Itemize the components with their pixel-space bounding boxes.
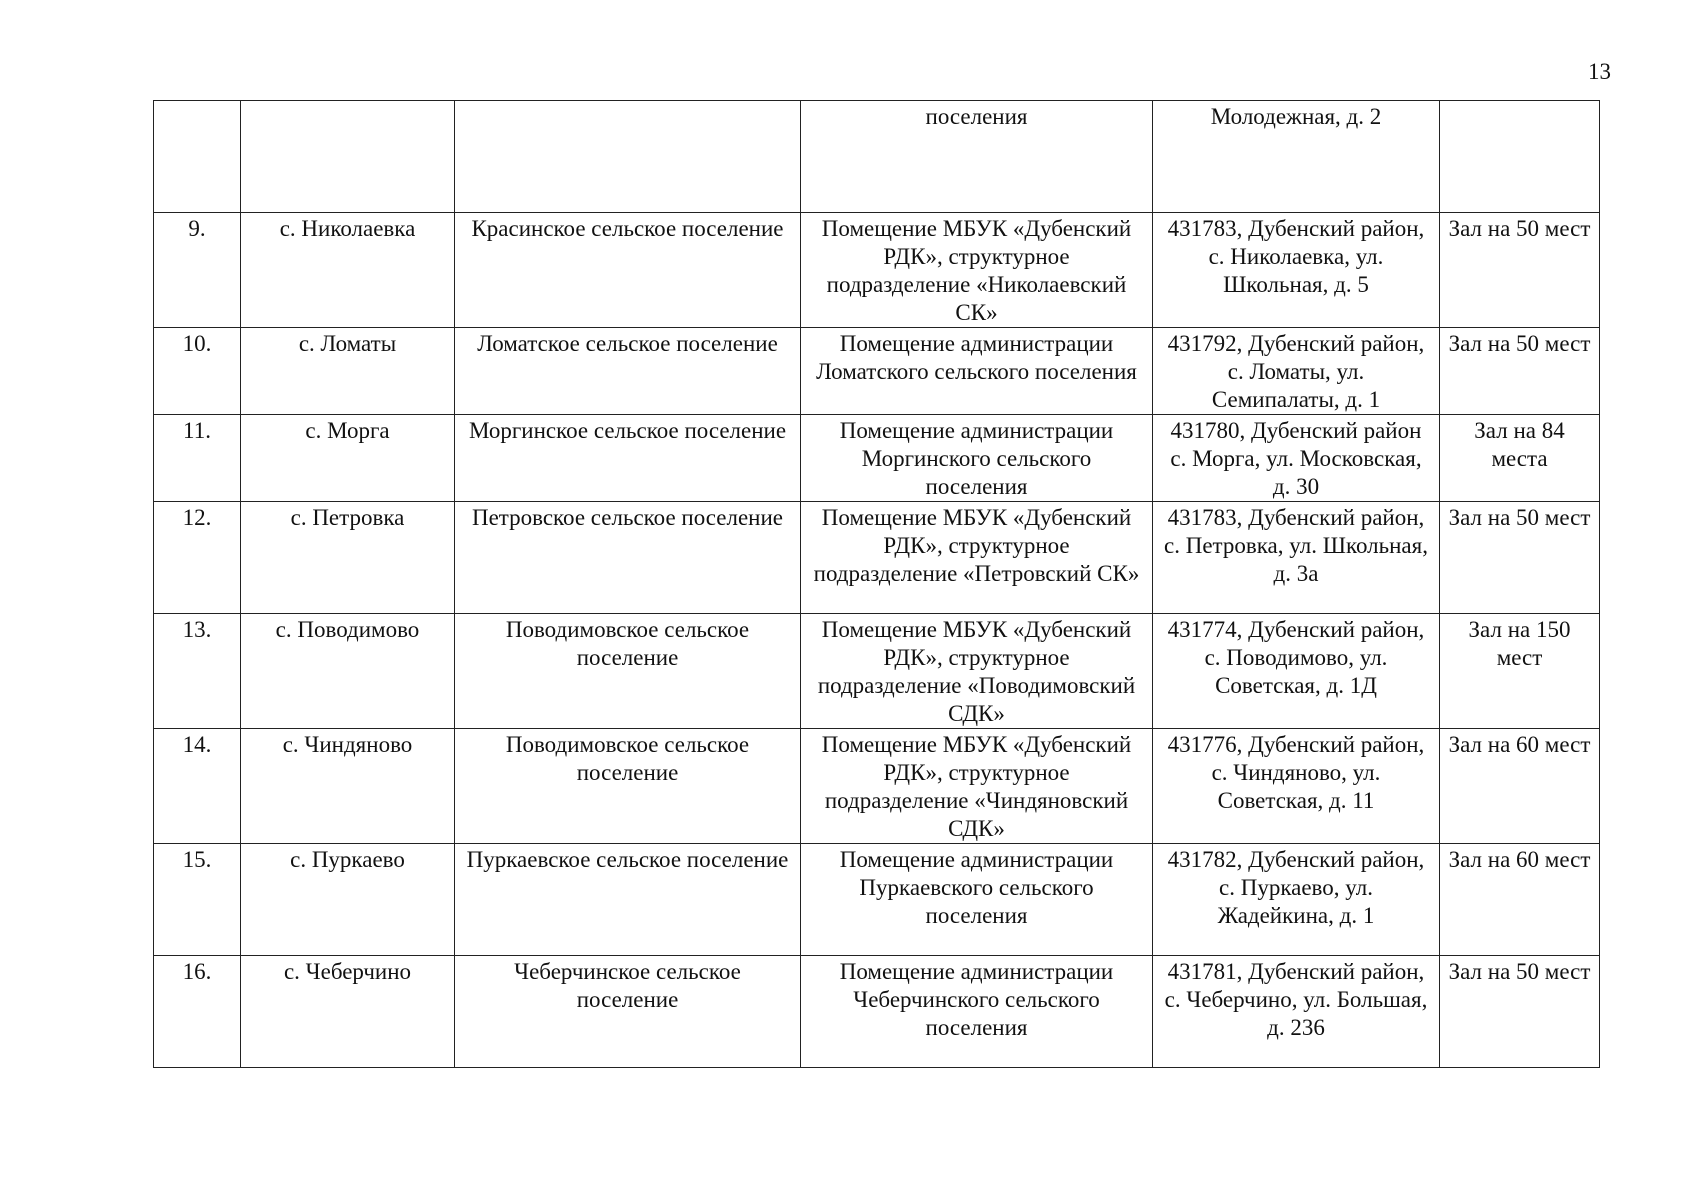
row-number-cell: 10. [154,328,241,415]
row-number-cell: 16. [154,956,241,1068]
settlement-cell: Ломатское сельское поселение [455,328,801,415]
premises-cell: Помещение администрации Моргинского сельского поселения [801,415,1153,502]
settlement-cell: Поводимовское сельское поселение [455,614,801,729]
address-cell: 431782, Дубенский район, с. Пуркаево, ул. Жадейкина, д. 1 [1153,844,1440,956]
settlement-cell: Моргинское сельское поселение [455,415,801,502]
table-row [154,328,1600,415]
address-cell: 431792, Дубенский район, с. Ломаты, ул. Семипалаты, д. 1 [1153,328,1440,415]
hall-capacity-cell: Зал на 50 мест [1440,956,1600,1068]
row-number-cell: 14. [154,729,241,844]
address-cell: 431783, Дубенский район, с. Петровка, ул. Школьная, д. 3а [1153,502,1440,614]
locality-cell: с. Петровка [241,502,455,614]
address-cell: 431776, Дубенский район, с. Чиндяново, ул. Советская, д. 11 [1153,729,1440,844]
premises-cell: Помещение администрации Чеберчинского сельского поселения [801,956,1153,1068]
locality-cell [241,101,455,213]
polling-premises-table [153,100,1600,1068]
premises-cell: Помещение администрации Ломатского сельского поселения [801,328,1153,415]
hall-capacity-cell: Зал на 60 мест [1440,729,1600,844]
table-row [154,729,1600,844]
settlement-cell: Красинское сельское поселение [455,213,801,328]
table-row [154,614,1600,729]
row-number-cell: 13. [154,614,241,729]
settlement-cell: Поводимовское сельское поселение [455,729,801,844]
locality-cell: с. Николаевка [241,213,455,328]
settlement-cell: Пуркаевское сельское поселение [455,844,801,956]
premises-cell: поселения [801,101,1153,213]
premises-cell: Помещение МБУК «Дубенский РДК», структурное подразделение «Петровский СК» [801,502,1153,614]
locality-cell: с. Ломаты [241,328,455,415]
table-row [154,101,1600,213]
row-number-cell: 15. [154,844,241,956]
table-row [154,502,1600,614]
row-number-cell: 12. [154,502,241,614]
premises-cell: Помещение МБУК «Дубенский РДК», структурное подразделение «Поводимовский СДК» [801,614,1153,729]
address-cell: Молодежная, д. 2 [1153,101,1440,213]
locality-cell: с. Чеберчино [241,956,455,1068]
hall-capacity-cell: Зал на 50 мест [1440,502,1600,614]
locality-cell: с. Поводимово [241,614,455,729]
settlement-cell: Чеберчинское сельское поселение [455,956,801,1068]
premises-cell: Помещение МБУК «Дубенский РДК», структурное подразделение «Чиндяновский СДК» [801,729,1153,844]
address-cell: 431780, Дубенский район с. Морга, ул. Московская, д. 30 [1153,415,1440,502]
table-row [154,213,1600,328]
hall-capacity-cell [1440,101,1600,213]
locality-cell: с. Морга [241,415,455,502]
hall-capacity-cell: Зал на 150 мест [1440,614,1600,729]
locality-cell: с. Пуркаево [241,844,455,956]
premises-cell: Помещение администрации Пуркаевского сельского поселения [801,844,1153,956]
hall-capacity-cell: Зал на 84 места [1440,415,1600,502]
premises-cell: Помещение МБУК «Дубенский РДК», структурное подразделение «Николаевский СК» [801,213,1153,328]
address-cell: 431783, Дубенский район, с. Николаевка, ул. Школьная, д. 5 [1153,213,1440,328]
table-row [154,415,1600,502]
settlement-cell [455,101,801,213]
hall-capacity-cell: Зал на 50 мест [1440,213,1600,328]
address-cell: 431774, Дубенский район, с. Поводимово, ул. Советская, д. 1Д [1153,614,1440,729]
row-number-cell: 11. [154,415,241,502]
row-number-cell: 9. [154,213,241,328]
row-number-cell [154,101,241,213]
table-row [154,956,1600,1068]
settlement-cell: Петровское сельское поселение [455,502,801,614]
hall-capacity-cell: Зал на 60 мест [1440,844,1600,956]
address-cell: 431781, Дубенский район, с. Чеберчино, ул. Большая, д. 236 [1153,956,1440,1068]
hall-capacity-cell: Зал на 50 мест [1440,328,1600,415]
locality-cell: с. Чиндяново [241,729,455,844]
page-number: 13 [1588,59,1611,84]
table-row [154,844,1600,956]
